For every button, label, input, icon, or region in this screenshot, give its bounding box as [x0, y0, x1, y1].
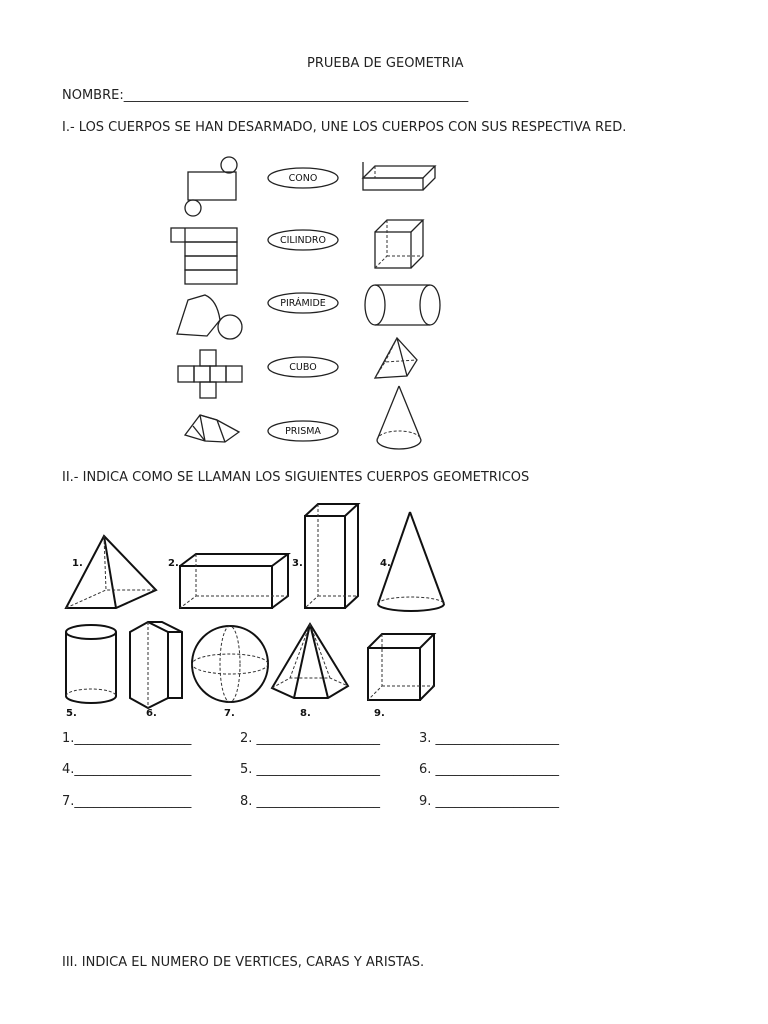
figure-3-tall-prism [292, 504, 358, 608]
figure-number-6: 6. [146, 708, 157, 719]
section2-heading: II.- INDICA COMO SE LLAMAN LOS SIGUIENTES CUERPOS GEOMETRICOS [62, 470, 530, 485]
label-oval-cono[interactable] [268, 168, 338, 188]
label-cilindro: CILINDRO [279, 235, 327, 246]
label-oval-cubo[interactable] [268, 357, 338, 377]
section3-heading: III. INDICA EL NUMERO DE VERTICES, CARAS Y ARISTAS. [62, 955, 425, 970]
nets-column [165, 150, 250, 450]
figure-number-8: 8. [300, 708, 311, 719]
label-oval-cilindro[interactable] [268, 230, 338, 250]
figure-8-hexagonal-pyramid [272, 624, 348, 719]
name-field[interactable]: NOMBRE:_____________________________________________________ [62, 88, 469, 103]
label-oval-prisma[interactable] [268, 421, 338, 441]
cube-solid [375, 220, 423, 268]
figure-number-7: 7. [224, 708, 235, 719]
label-cubo: CUBO [289, 362, 317, 373]
solids-column [355, 150, 450, 455]
figure-number-4: 4. [380, 558, 391, 569]
label-prisma: PRISMA [285, 426, 321, 437]
page-title: PRUEBA DE GEOMETRIA [307, 56, 464, 71]
answer-3[interactable]: 3. ___________________ [419, 731, 560, 746]
figure-number-9: 9. [374, 708, 385, 719]
figure-2-rectangular-prism [168, 554, 288, 608]
triangular-prism-net [185, 415, 239, 442]
figure-9-cube [368, 634, 434, 719]
answer-4[interactable]: 4.__________________ [62, 762, 192, 777]
figure-number-1: 1. [72, 558, 83, 569]
figure-7-sphere [192, 626, 268, 719]
answer-2[interactable]: 2. ___________________ [240, 731, 381, 746]
answer-7[interactable]: 7.__________________ [62, 794, 192, 809]
label-cono: CONO [288, 173, 318, 184]
flat-prism-solid [363, 162, 435, 190]
cylinder-solid [365, 285, 440, 325]
labels-column [265, 160, 345, 445]
cylinder-net [185, 157, 237, 216]
cone-solid [377, 386, 421, 449]
answer-6[interactable]: 6. ___________________ [419, 762, 560, 777]
figure-number-5: 5. [66, 708, 77, 719]
figure-number-2: 2. [168, 558, 179, 569]
solids-figure [62, 498, 452, 720]
cube-net [178, 350, 242, 398]
figure-5-cylinder [66, 625, 116, 719]
answer-5[interactable]: 5. ___________________ [240, 762, 381, 777]
prism-net [171, 228, 237, 284]
figure-number-3: 3. [292, 558, 303, 569]
cone-net [177, 295, 242, 339]
label-piramide: PIRÁMIDE [280, 298, 326, 309]
label-oval-piramide[interactable] [268, 293, 338, 313]
answer-1[interactable]: 1.__________________ [62, 731, 192, 746]
figure-1-pyramid [66, 536, 156, 608]
figure-4-cone [378, 512, 444, 611]
pyramid-solid [375, 338, 417, 378]
section1-heading: I.- LOS CUERPOS SE HAN DESARMADO, UNE LOS CUERPOS CON SUS RESPECTIVA RED. [62, 120, 627, 135]
figure-6-triangular-prism [130, 622, 182, 719]
answer-9[interactable]: 9. ___________________ [419, 794, 560, 809]
answer-8[interactable]: 8. ___________________ [240, 794, 381, 809]
